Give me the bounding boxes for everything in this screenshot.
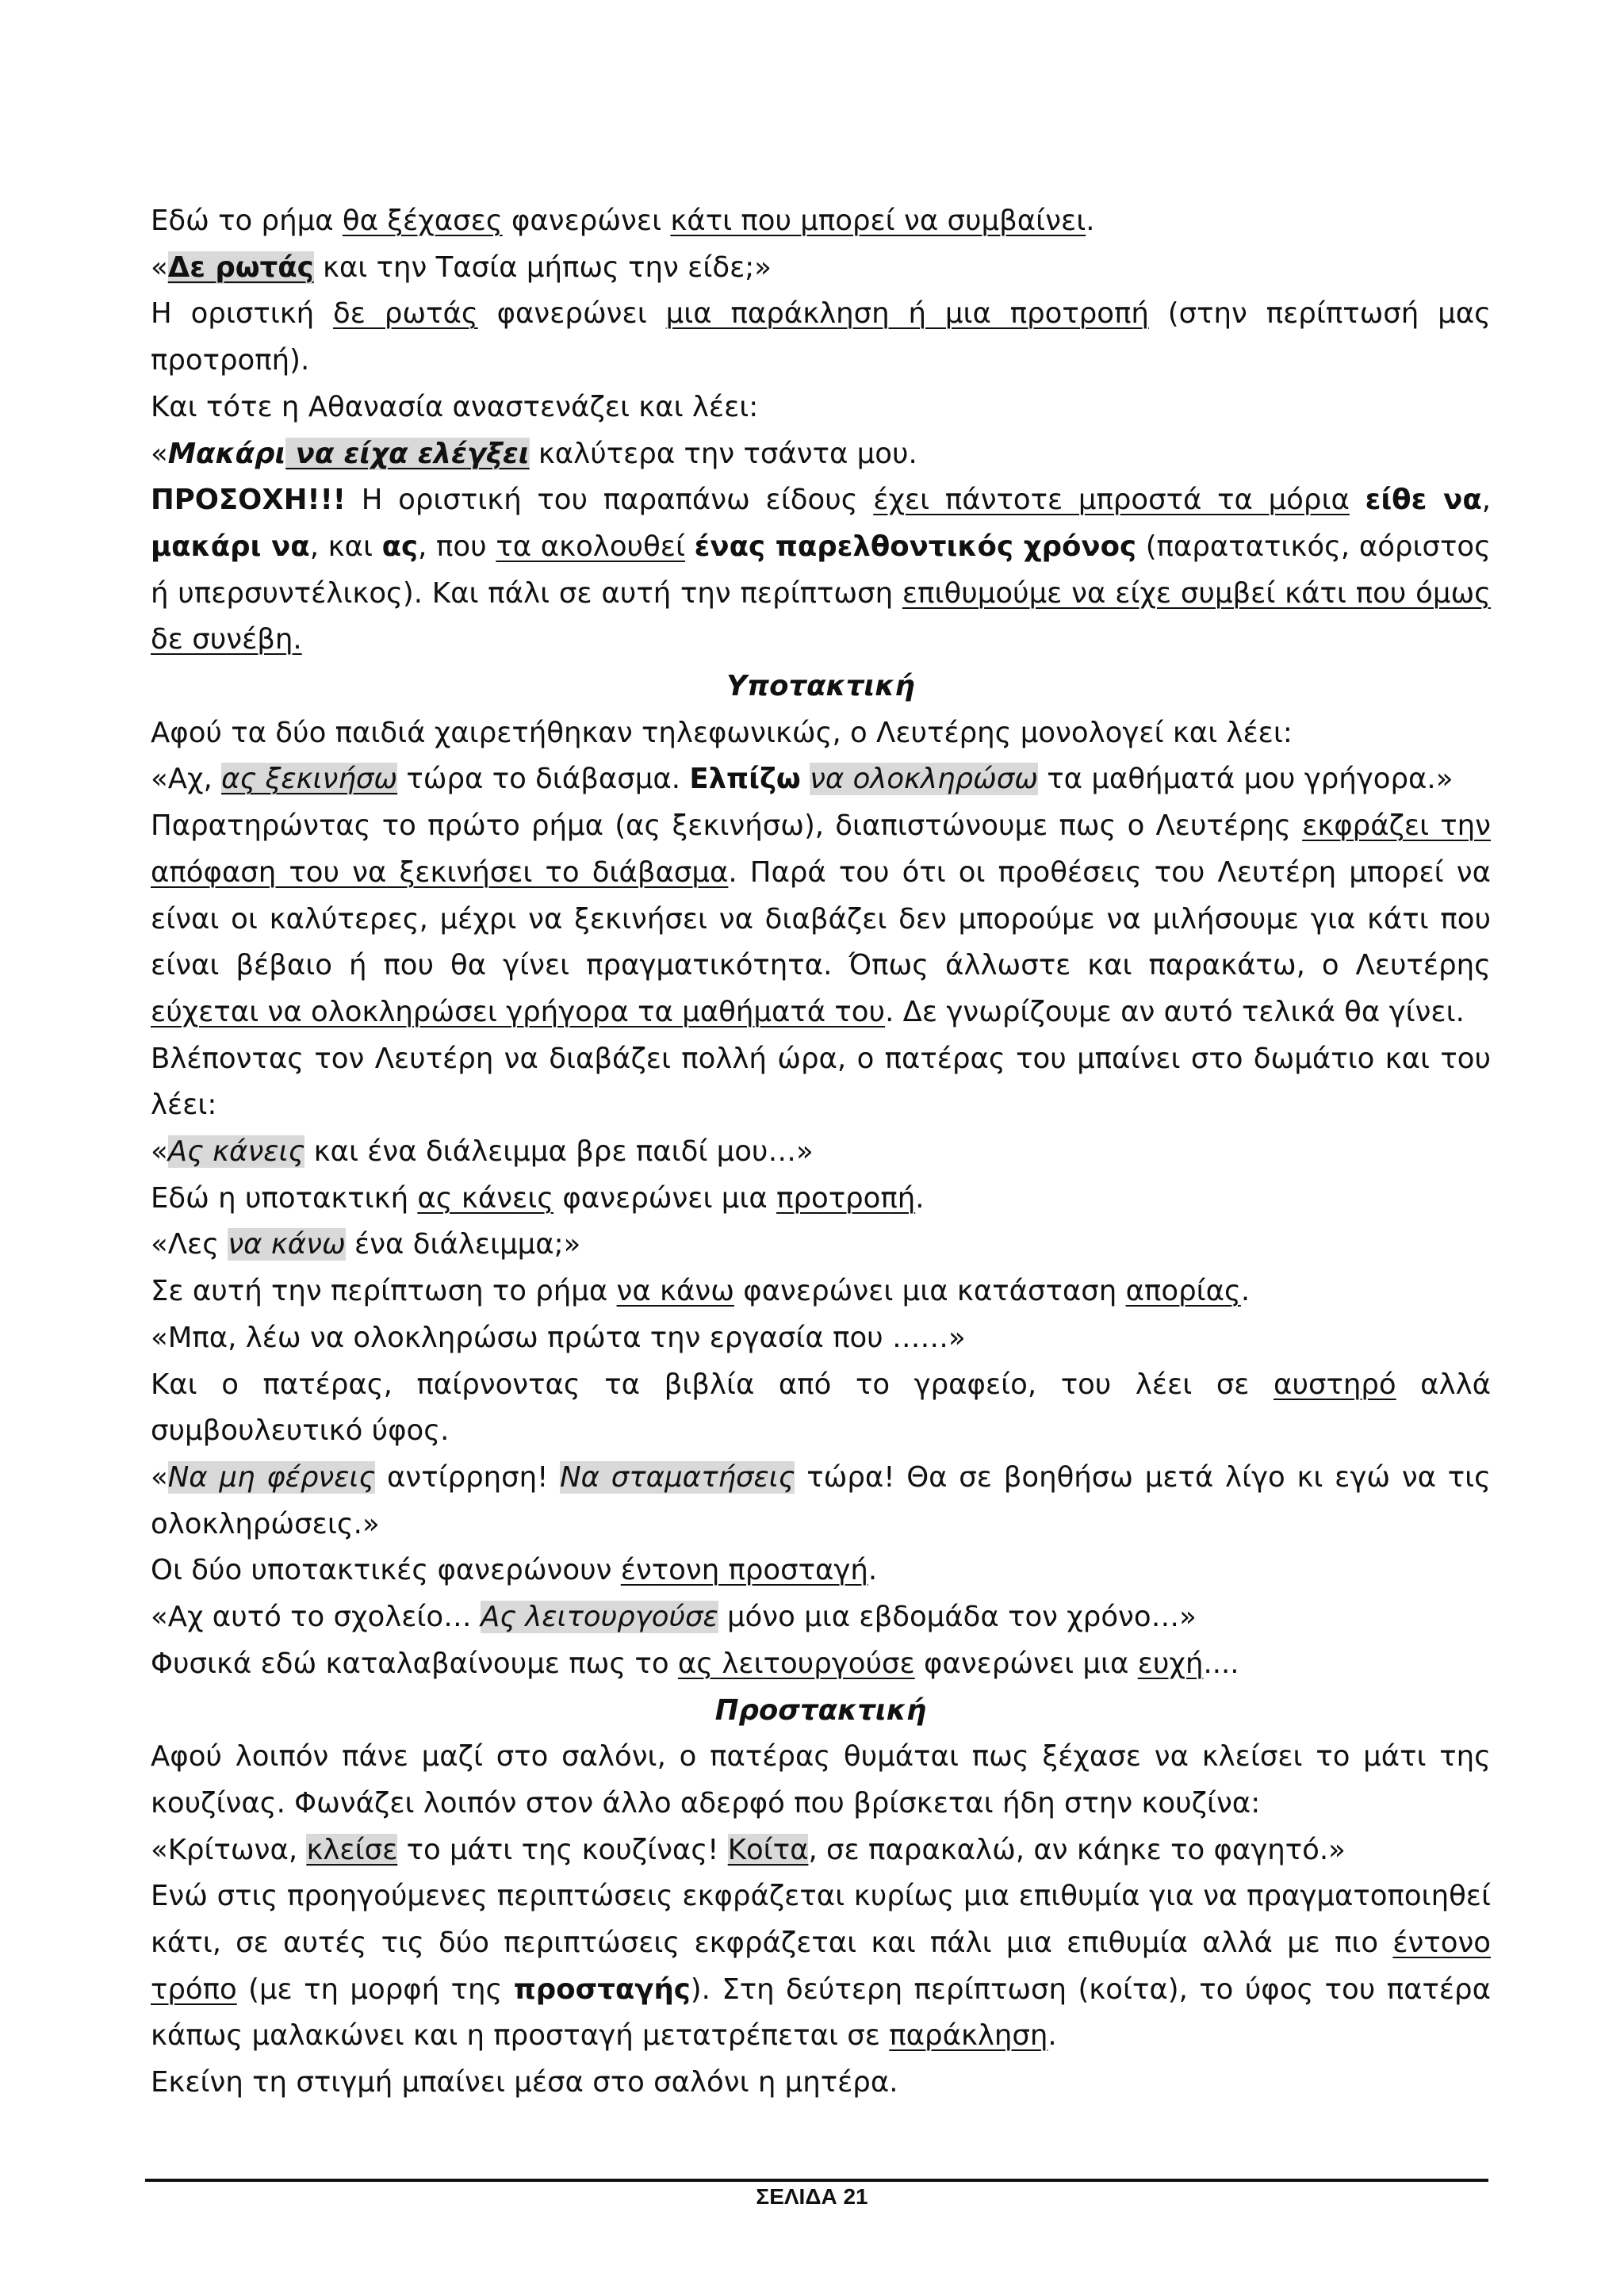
bold-text: Μακάρι bbox=[167, 437, 286, 470]
paragraph bbox=[151, 756, 1491, 803]
text: Και ο πατέρας, παίρνοντας τα βιβλία από το γραφείο, του λέει σε bbox=[151, 1368, 1274, 1401]
paragraph bbox=[151, 1176, 1491, 1223]
paragraph: Βλέποντας τον Λευτέρη να διαβάζει πολλή ώρα, ο πατέρας του μπαίνει στο δωμάτιο και του λέει: bbox=[151, 1042, 1491, 1122]
text: . Δε γνωρίζουμε αν αυτό τελικά θα γίνει. bbox=[885, 995, 1465, 1028]
text: φανερώνει μια bbox=[914, 1647, 1138, 1680]
bold-text: είθε να bbox=[1365, 484, 1482, 517]
section-heading: Υποτακτική bbox=[726, 670, 915, 703]
highlighted-verb: Δε ρωτάς bbox=[167, 251, 314, 284]
text: τώρα το διάβασμα. bbox=[397, 763, 690, 796]
text: «Κρίτωνα, bbox=[151, 1833, 307, 1866]
text: Φυσικά εδώ καταλαβαίνουμε πως το bbox=[151, 1647, 678, 1680]
text: (στην περίπτωσή μας προτροπή). bbox=[151, 297, 1492, 377]
paragraph bbox=[151, 1548, 1491, 1594]
bold-text: μακάρι να bbox=[151, 530, 310, 563]
highlighted-verb: να κάνω bbox=[228, 1228, 346, 1261]
highlighted-verb: Κοίτα bbox=[727, 1833, 809, 1866]
underlined-text: τα ακολουθεί bbox=[496, 530, 685, 563]
highlighted-verb: να ολοκληρώσω bbox=[810, 763, 1038, 796]
text: . bbox=[915, 1181, 925, 1215]
text: .... bbox=[1203, 1647, 1239, 1680]
text: , που bbox=[418, 530, 496, 563]
underlined-text: προτροπή bbox=[776, 1181, 916, 1215]
text: . bbox=[1086, 205, 1095, 237]
text: Η οριστική bbox=[151, 297, 334, 331]
text: « bbox=[151, 437, 168, 470]
underlined-text: έχει πάντοτε μπροστά τα μόρια bbox=[873, 484, 1350, 517]
text: φανερώνει μια κατάσταση bbox=[733, 1275, 1126, 1308]
text: καλύτερα την τσάντα μου. bbox=[529, 437, 917, 470]
paragraph bbox=[151, 1594, 1491, 1641]
text: «Λες bbox=[151, 1228, 228, 1261]
text: . bbox=[868, 1554, 878, 1587]
highlighted-verb: Να μη φέρνεις bbox=[167, 1460, 376, 1494]
page-number: ΣΕΛΙΔΑ 21 bbox=[756, 2184, 868, 2209]
text: « bbox=[151, 1460, 168, 1494]
paragraph bbox=[151, 1641, 1491, 1688]
underlined-text: θα ξέχασες bbox=[342, 205, 503, 237]
text: και ένα διάλειμμα βρε παιδί μου…» bbox=[304, 1135, 814, 1169]
text bbox=[801, 763, 810, 795]
text: φανερώνει μια bbox=[553, 1181, 777, 1215]
paragraph bbox=[151, 1362, 1491, 1455]
text: τα μαθήματά μου γρήγορα.» bbox=[1037, 763, 1454, 796]
document-body bbox=[151, 198, 1491, 2107]
paragraph bbox=[151, 431, 1491, 478]
underlined-text: παράκληση bbox=[889, 2019, 1048, 2053]
text: ένα διάλειμμα;» bbox=[345, 1228, 581, 1261]
text: ). Στη δεύτερη περίπτωση (κοίτα), το ύφος του πατέρα κάπως μαλακώνει και η προσταγή μετατρέπεται σε bbox=[151, 1973, 1491, 2053]
underlined-text: εύχεται να ολοκληρώσει γρήγορα τα μαθήματά του bbox=[151, 995, 886, 1028]
text: « bbox=[151, 251, 168, 284]
underlined-text: έντονο τρόπο bbox=[151, 1927, 1491, 2006]
underlined-text: κάτι που μπορεί να συμβαίνει bbox=[670, 205, 1086, 237]
paragraph: Και τότε η Αθανασία αναστενάζει και λέει: bbox=[151, 390, 759, 423]
paragraph bbox=[151, 198, 1491, 245]
underlined-text: έντονη προσταγή bbox=[620, 1554, 868, 1587]
highlighted-verb: κλείσε bbox=[306, 1833, 398, 1866]
text: και την Τασία μήπως την είδε;» bbox=[313, 251, 772, 284]
highlighted-verb: να είχα ελέγξει bbox=[285, 437, 530, 470]
underlined-text: ας λειτουργούσε bbox=[677, 1647, 915, 1680]
paragraph bbox=[151, 477, 1491, 664]
text: . bbox=[1048, 2019, 1057, 2053]
bold-text: ας bbox=[381, 530, 419, 563]
text: . Παρά του ότι οι προθέσεις του Λευτέρη μπορεί να είναι οι καλύτερες, μέχρι να ξεκινήσει να διαβάζει δεν μπορούμε να μιλήσουμε για κάτι που είναι βέβαιο ή που θα γίνει πραγματικότητα. Όπως άλλωστε και παρακάτω, ο Λευτέρης bbox=[151, 855, 1491, 982]
paragraph bbox=[151, 291, 1491, 384]
text: φανερώνει bbox=[477, 297, 666, 331]
bold-text: προσταγής bbox=[513, 1973, 691, 2006]
text: , και bbox=[309, 530, 382, 563]
text: , σε παρακαλώ, αν κάηκε το φαγητό.» bbox=[808, 1833, 1346, 1866]
text: τώρα! Θα σε βοηθήσω μετά λίγο κι εγώ να τις ολοκληρώσεις.» bbox=[151, 1460, 1491, 1540]
underlined-text: εκφράζει την απόφαση του να ξεκινήσει το διάβασμα bbox=[151, 809, 1491, 889]
text: (παρατατικός, αόριστος ή υπερσυντέλικος). Και πάλι σε αυτή την περίπτωση bbox=[151, 530, 1491, 610]
paragraph bbox=[151, 1873, 1491, 2060]
footer-divider bbox=[145, 2179, 1488, 2182]
paragraph bbox=[151, 803, 1491, 1036]
text: Παρατηρώντας το πρώτο ρήμα (ας ξεκινήσω), διαπιστώνουμε πως ο Λευτέρης bbox=[151, 809, 1303, 843]
text bbox=[1350, 484, 1365, 516]
text: «Αχ, bbox=[151, 763, 222, 796]
underlined-text: δε ρωτάς bbox=[333, 297, 478, 331]
paragraph bbox=[151, 1129, 1491, 1176]
text: αλλά συμβουλευτικό ύφος. bbox=[151, 1368, 1491, 1448]
section-heading: Προστακτική bbox=[714, 1693, 927, 1727]
paragraph bbox=[151, 1269, 1491, 1315]
paragraph: Αφού τα δύο παιδιά χαιρετήθηκαν τηλεφωνικώς, ο Λευτέρης μονολογεί και λέει: bbox=[151, 716, 1293, 749]
underlined-text: ας κάνεις bbox=[417, 1181, 554, 1215]
text: Εδώ το ρήμα bbox=[151, 205, 343, 237]
warning-label: ΠΡΟΣΟΧΗ!!! bbox=[151, 484, 346, 517]
text: Η οριστική του παραπάνω είδους bbox=[346, 484, 874, 517]
text: αντίρρηση! bbox=[375, 1460, 561, 1494]
text: . bbox=[1240, 1275, 1251, 1308]
text: , bbox=[1481, 484, 1491, 517]
highlighted-verb: Ας λειτουργούσε bbox=[480, 1601, 718, 1634]
underlined-text: ευχή bbox=[1137, 1647, 1204, 1680]
text: Ενώ στις προηγούμενες περιπτώσεις εκφράζεται κυρίως μια επιθυμία για να πραγματοποιηθεί κάτι, σε αυτές τις δύο περιπτώσεις εκφράζεται και πάλι μια επιθυμία αλλά με πιο bbox=[151, 1880, 1491, 1960]
text: Οι δύο υποτακτικές φανερώνουν bbox=[151, 1554, 621, 1587]
paragraph bbox=[151, 1455, 1491, 1548]
bold-text: ένας παρελθοντικός χρόνος bbox=[694, 530, 1137, 563]
paragraph bbox=[151, 1827, 1491, 1874]
paragraph bbox=[151, 245, 1491, 292]
text: Εδώ η υποτακτική bbox=[151, 1181, 418, 1215]
text: (με τη μορφή της bbox=[236, 1973, 514, 2006]
highlighted-verb: ας ξεκινήσω bbox=[221, 763, 398, 796]
paragraph: Αφού λοιπόν πάνε μαζί στο σαλόνι, ο πατέρας θυμάται πως ξέχασε να κλείσει το μάτι της κουζίνας. Φωνάζει λοιπόν στον άλλο αδερφό που βρίσκεται ήδη στην κουζίνα: bbox=[151, 1740, 1491, 1820]
paragraph: «Μπα, λέω να ολοκληρώσω πρώτα την εργασία που ……» bbox=[151, 1321, 966, 1354]
text bbox=[685, 530, 695, 563]
paragraph bbox=[151, 1222, 1491, 1269]
text: Σε αυτή την περίπτωση το ρήμα bbox=[151, 1275, 617, 1308]
text: το μάτι της κουζίνας! bbox=[397, 1833, 728, 1866]
highlighted-verb: Να σταματήσεις bbox=[560, 1460, 795, 1494]
bold-text: Ελπίζω bbox=[689, 763, 801, 796]
text: «Αχ αυτό το σχολείο… bbox=[151, 1601, 481, 1634]
paragraph: Εκείνη τη στιγμή μπαίνει μέσα στο σαλόνι η μητέρα. bbox=[151, 2066, 898, 2099]
text: μόνο μια εβδομάδα τον χρόνο…» bbox=[718, 1601, 1197, 1634]
underlined-text: να κάνω bbox=[616, 1275, 734, 1308]
text: « bbox=[151, 1135, 168, 1169]
text: φανερώνει bbox=[502, 205, 671, 237]
underlined-text: μια παράκληση ή μια προτροπή bbox=[665, 297, 1149, 331]
underlined-text: απορίας bbox=[1125, 1275, 1241, 1308]
highlighted-verb: Ας κάνεις bbox=[167, 1135, 305, 1169]
underlined-text: επιθυμούμε να είχε συμβεί κάτι που όμως δε συνέβη. bbox=[151, 576, 1492, 656]
underlined-text: αυστηρό bbox=[1274, 1368, 1396, 1401]
